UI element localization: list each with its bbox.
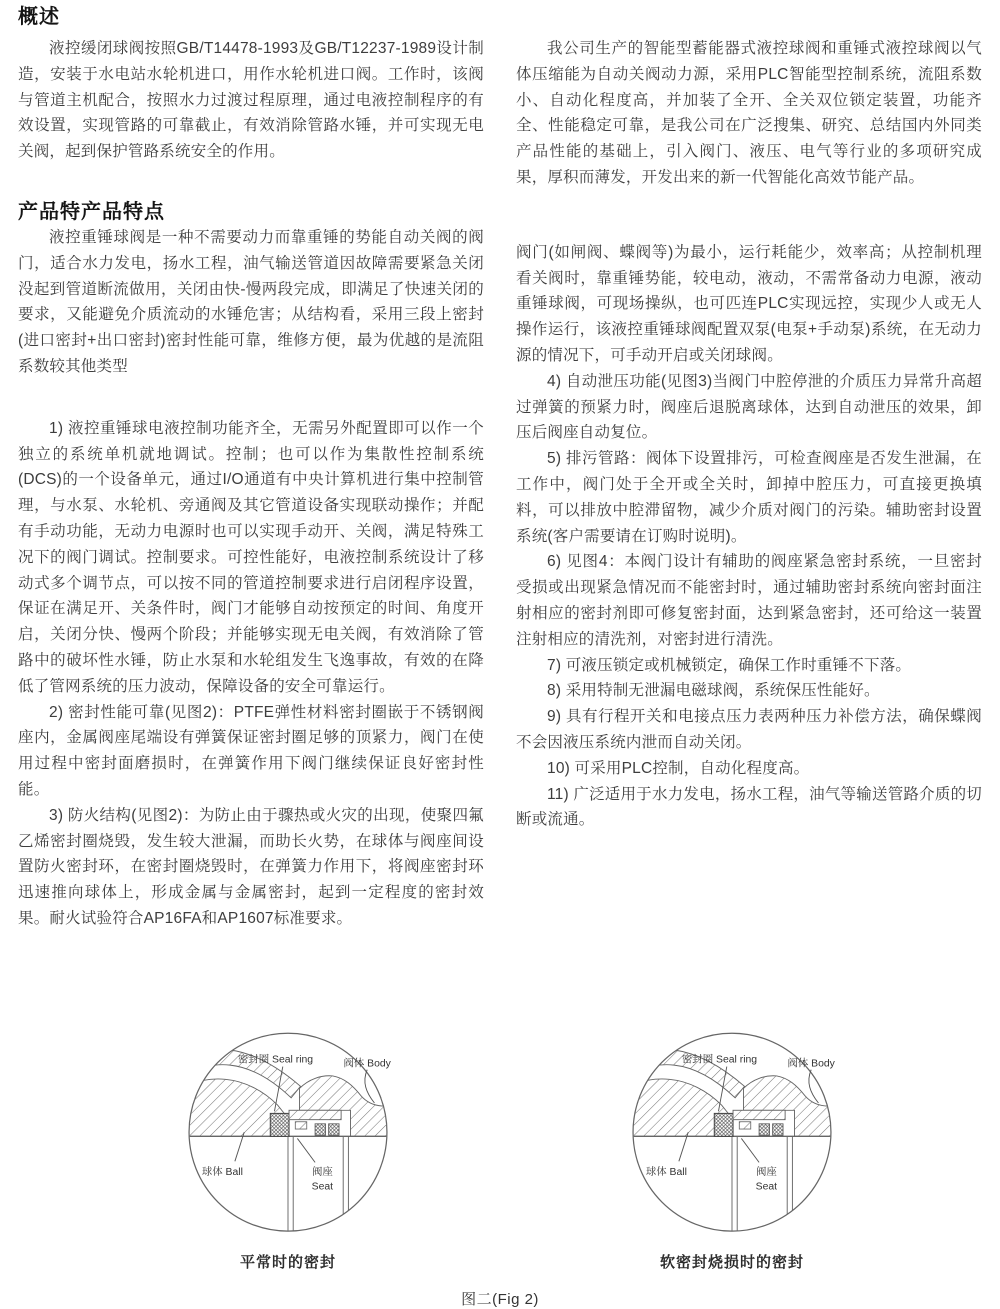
feature-item-6: 6) 见图4：本阀门设计有辅助的阀座紧急密封系统，一旦密封受损或出现紧急情况而不能密封时，通过辅助密封系统向密封面注射相应的密封剂即可修复密封面，达到紧急密封，还可给这一装置注射相应的清洗剂，对密封进行清洗。 [516,553,982,648]
two-column-body [18,4,982,932]
feature-list-right [516,369,982,833]
seat-insert [739,1121,750,1128]
ball-label: 球体 Ball [645,1166,687,1178]
features-paragraph-left: 液控重锤球阀是一种不需要动力而靠重锤的势能自动关阀的阀门，适合水力发电，扬水工程，油气输送管道因故障需要紧急关闭没起到管道断流做用，关闭由快-慢两段完成，即满足了快速关闭的要求，又能避免介质流动的水锤危害；从结构看，采用三段上密封(进口密封+出口密封)密封性能可靠，维修方便，最为优越的是流阻系数较其他类型 [18,228,484,375]
feature-list-left [18,416,484,932]
figure-right-diagram [607,1028,857,1242]
feature-item-5: 5) 排污管路：阀体下设置排污，可检查阀座是否发生泄漏，在工作中，阀门处于全开或全关时，卸掉中腔压力，可直接更换填料，可以排放中腔滞留物，减少介质对阀门的污染。辅助密封设置系统(客户需要请在订购时说明)。 [516,450,982,545]
seal-ring-crosshatch [714,1113,733,1136]
figure-right [562,1028,902,1273]
features-paragraph-right: 阀门(如闸阀、蝶阀等)为最小，运行耗能少，效率高；从控制机理看关阀时，靠重锤势能，较电动，液动，不需常备动力电源，液动重锤球阀，可现场操纵，也可匹连PLC实现远控，实现少人或无人操作运行，该液控重锤球阀配置双泵(电泵+手动泵)系统，在无动力源的情况下，可手动开启或关闭球阀。 [516,243,982,364]
figure-left-diagram [163,1028,413,1242]
feature-item-2: 2) 密封性能可靠(见图2)：PTFE弹性材料密封圈嵌于不锈钢阀座内，金属阀座尾端设有弹簧保证密封圈足够的顶紧力，阀门在使用过程中密封面磨损时，在弹簧作用下阀门继续保证良好密封性能。 [18,703,484,798]
ball-label: 球体 Ball [201,1166,243,1178]
seal-detail-diagram [163,1028,413,1242]
feature-item-9: 9) 具有行程开关和电接点压力表两种压力补偿方法，确保蝶阀不会因液压系统内泄而自动关闭。 [516,708,982,751]
seat-label-zh: 阀座 [311,1166,333,1178]
overview-paragraph: 液控缓闭球阀按照GB/T14478-1993及GB/T12237-1989设计制造，安装于水电站水轮机进口，用作水轮机进口阀。工作时，该阀与管道主机配合，按照水力过渡过程原理，通过电液控制程序的有效设置，实现管路的可靠截止，有效消除管路水锤，并可实现无电关阀，起到保护管路系统安全的作用。 [18,40,484,161]
seal-detail-diagram [607,1028,857,1242]
seal-ring-crosshatch [270,1113,289,1136]
overview-heading: 概述 [18,6,60,28]
figure-left [118,1028,458,1273]
feature-item-11: 11) 广泛适用于水力发电，扬水工程，油气等输送管路介质的切断或流通。 [516,785,982,829]
feature-item-4: 4) 自动泄压功能(见图3)当阀门中腔停泄的介质压力异常升高超过弹簧的预紧力时，阀座后退脱离球体，达到自动泄压的效果，卸压后阀座自动复位。 [516,372,982,442]
feature-item-10: 10) 可采用PLC控制，自动化程度高。 [547,759,810,777]
seal-ring-label: 密封圈 Seal ring [681,1054,758,1066]
figure-caption-left: 平常时的密封 [239,1254,336,1272]
figure-number-caption: 图二(Fig 2) [461,1291,539,1309]
body-label: 阀体 Body [787,1058,835,1070]
body-label: 阀体 Body [343,1058,391,1070]
feature-item-7: 7) 可液压锁定或机械锁定，确保工作时重锤不下落。 [547,656,912,674]
right-column [516,4,982,932]
feature-item-8: 8) 采用特制无泄漏电磁球阀，系统保压性能好。 [547,682,880,700]
intro-paragraph-right: 我公司生产的智能型蓄能器式液控球阀和重锤式液控球阀以气体压缩能为自动关阀动力源，采用PLC智能型控制系统，流阻系数小、自动化程度高，并加装了全开、全关双位锁定装置，功能齐全、性能稳定可靠，是我公司在广泛搜集、研究、总结国内外同类产品性能的基础上，引入阀门、液压、电气等行业的多项研究成果，厚积而薄发，开发出来的新一代智能化高效节能产品。 [516,40,982,186]
figure-caption-right: 软密封烧损时的密封 [659,1254,804,1272]
seat-retainer [733,1110,785,1119]
features-heading: 产品特产品特点 [18,200,165,223]
seat-insert [295,1121,306,1128]
seat-retainer [289,1110,341,1119]
left-column [18,4,484,932]
seat-label-zh: 阀座 [755,1166,777,1178]
feature-item-1: 1) 液控重锤球电液控制功能齐全，无需另外配置即可以作一个独立的系统单机就地调试。控制；也可以作为集散性控制系统(DCS)的一个设备单元，通过I/O通道有中央计算机进行集中控制管理，与水泵、水轮机、旁通阀及其它管道设备实现联动操作；并配有手动功能，无动力电源时也可以实现手动开、关阀，满足特殊工况下的阀门调试。控制要求。可控性能好，电液控制系统设计了移动式多个调节点，可以按不同的管道控制要求进行启闭程序设置，保证在满足开、关条件时，阀门才能够自动按预定的时间、角度开启，关闭分快、慢两个阶段；并能够实现无电关阀，有效消除了管路中的破坏性水锤，防止水泵和水轮组发生飞逸事故，有效的在降低了管网系统的压力波动，保障设备的安全可靠运行。 [18,419,484,695]
feature-item-3: 3) 防火结构(见图2)：为防止由于骤热或火灾的出现，使聚四氟乙烯密封圈烧毁，发生较大泄漏，而助长火势，在球体与阀座间设置防火密封环，在密封圈烧毁时，在弹簧力作用下，将阀座密封环迅速推向球体上，形成金属与金属密封，起到一定程度的密封效果。耐火试验符合AP16FA和AP1607标准要求。 [18,806,484,927]
figure-row [18,1028,982,1273]
seat-label-en: Seat [755,1181,778,1193]
seat-label-en: Seat [311,1181,334,1193]
seal-ring-label: 密封圈 Seal ring [237,1054,314,1066]
